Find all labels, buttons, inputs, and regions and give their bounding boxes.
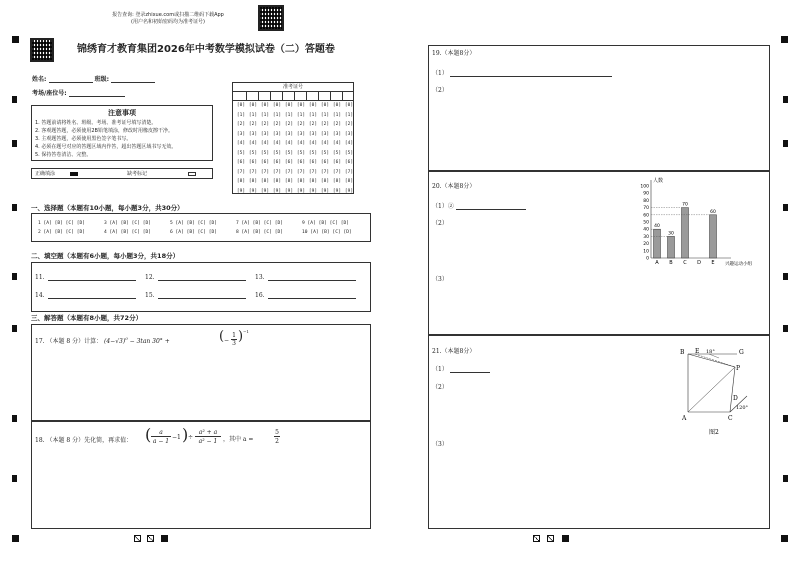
mc-question[interactable]: 7 [A] [B] [C] [D] xyxy=(236,221,284,226)
exam-id-bubble[interactable]: [8] xyxy=(272,179,282,184)
corner-mark-tl xyxy=(12,36,19,43)
fill-blank-number: 14. xyxy=(35,292,45,299)
exam-id-bubble[interactable]: [1] xyxy=(248,112,258,118)
q17-frac-sign: − xyxy=(224,337,230,344)
x-tick-label: E xyxy=(711,260,715,266)
exam-id-bubble[interactable]: [8] xyxy=(236,179,246,184)
exam-id-bubble[interactable]: [5] xyxy=(236,150,246,156)
exam-id-bubble[interactable]: [0] xyxy=(272,103,282,108)
exam-id-bubble[interactable]: [3] xyxy=(260,131,270,137)
q21-answer-line[interactable] xyxy=(450,372,490,373)
exam-id-bubble[interactable]: [8] xyxy=(248,179,258,184)
q21-part1-label: （1） xyxy=(432,366,448,373)
missing-mark-box[interactable] xyxy=(188,172,196,176)
exam-id-bubble[interactable]: [3] xyxy=(284,131,294,137)
mc-question[interactable]: 2 [A] [B] [C] [D] xyxy=(38,230,86,235)
exam-id-bubble[interactable]: [8] xyxy=(284,179,294,184)
exam-id-bubble[interactable]: [3] xyxy=(332,131,342,137)
exam-id-bubble[interactable]: [3] xyxy=(320,131,330,137)
class-field[interactable] xyxy=(111,82,155,83)
exam-id-column xyxy=(295,101,307,196)
exam-id-bubble[interactable]: [7] xyxy=(272,169,282,175)
fill-blank-line[interactable] xyxy=(158,298,246,299)
student-info xyxy=(32,74,155,83)
page-mark xyxy=(547,535,554,542)
name-field[interactable] xyxy=(49,82,93,83)
exam-id-bubble[interactable]: [7] xyxy=(248,169,258,175)
q20-part2: （2） xyxy=(432,220,448,227)
exam-id-bubble[interactable]: [9] xyxy=(284,188,294,194)
side-mark xyxy=(12,273,17,280)
exam-id-bubble[interactable]: [4] xyxy=(332,141,342,146)
exam-id-bubble[interactable]: [6] xyxy=(344,160,354,165)
exam-id-column xyxy=(271,101,283,196)
missing-mark-label: 缺考标记 xyxy=(127,171,148,177)
exam-id-bubble[interactable]: [8] xyxy=(344,179,354,184)
fill-blank-number: 13. xyxy=(255,274,265,281)
corner-mark-tr xyxy=(781,36,788,43)
q17-expr-b: − 3tan 30° + xyxy=(129,338,170,345)
q19-box[interactable] xyxy=(428,45,770,171)
x-axis-label: 兴趣运动小组 xyxy=(725,262,752,267)
notes-item: 3. 主观题答题，必须使用黑色签字笔书写。 xyxy=(35,136,132,142)
bar-value-label: 60 xyxy=(710,209,716,215)
notice-line-2: (用户名和初始密码均为准考证号) xyxy=(131,19,205,25)
q18-minus1: −1 xyxy=(172,434,181,441)
exam-id-bubble[interactable]: [9] xyxy=(332,188,342,194)
notes-item: 1. 答题前请将姓名、班级、考场、准考证号填写清楚。 xyxy=(35,120,157,126)
bar-value-label: 30 xyxy=(668,231,674,237)
side-mark xyxy=(12,204,17,211)
exam-id-bubble[interactable]: [5] xyxy=(272,150,282,156)
y-tick-label: 30 xyxy=(643,234,649,240)
exam-id-bubble[interactable]: [5] xyxy=(284,150,294,156)
exam-id-bubble[interactable]: [4] xyxy=(272,141,282,146)
bar xyxy=(668,236,675,258)
exam-id-bubble[interactable]: [4] xyxy=(296,141,306,146)
mc-question[interactable]: 4 [A] [B] [C] [D] xyxy=(104,230,152,235)
exam-id-bubble[interactable]: [4] xyxy=(320,141,330,146)
name-label: 姓名: xyxy=(32,76,47,83)
mc-question[interactable]: 3 [A] [B] [C] [D] xyxy=(104,221,152,226)
q18-a-den: 2 xyxy=(275,438,279,445)
q18-f1-den: a − 1 xyxy=(152,438,170,445)
exam-id-column xyxy=(259,101,271,196)
notes-item: 5. 保持答卷清洁、完整。 xyxy=(35,152,92,158)
q20-box[interactable] xyxy=(428,171,770,335)
q18-div: ÷ xyxy=(188,434,194,441)
exam-id-bubble[interactable]: [1] xyxy=(332,112,342,118)
exam-id-bubble[interactable]: [6] xyxy=(248,160,258,165)
page-mark xyxy=(147,535,154,542)
fill-blank-line[interactable] xyxy=(268,280,356,281)
exam-id-bubble[interactable]: [7] xyxy=(320,169,330,175)
exam-id-bubble[interactable]: [2] xyxy=(248,122,258,127)
corner-mark-br xyxy=(781,535,788,542)
fig-label-c: C xyxy=(728,415,733,422)
exam-id-bubble[interactable]: [4] xyxy=(308,141,318,146)
x-tick-label: D xyxy=(697,260,701,266)
exam-id-bubble[interactable]: [1] xyxy=(344,112,354,118)
exam-id-bubble[interactable]: [1] xyxy=(308,112,318,118)
y-tick-label: 50 xyxy=(643,220,649,226)
exam-id-bubble[interactable]: [0] xyxy=(284,103,294,108)
exam-id-bubble[interactable]: [6] xyxy=(332,160,342,165)
exam-id-bubble[interactable]: [8] xyxy=(320,179,330,184)
fill-blank-line[interactable] xyxy=(158,280,246,281)
exam-id-bubble[interactable]: [9] xyxy=(344,188,354,194)
mc-question[interactable]: 5 [A] [B] [C] [D] xyxy=(170,221,218,226)
exam-id-bubble[interactable]: [3] xyxy=(344,131,354,137)
exam-id-bubble[interactable]: [6] xyxy=(260,160,270,165)
corner-mark-bl xyxy=(12,535,19,542)
y-tick-label: 10 xyxy=(643,249,649,255)
exam-id-bubble[interactable]: [8] xyxy=(260,179,270,184)
q17-expr-a: (4−√3) xyxy=(104,338,126,345)
q18-where: ，其中 a = xyxy=(223,436,254,443)
exam-id-bubble[interactable]: [7] xyxy=(332,169,342,175)
exam-id-bubble[interactable]: [2] xyxy=(284,122,294,127)
q17-frac-den: 3 xyxy=(232,340,236,347)
fig-label-a: A xyxy=(682,415,687,422)
exam-id-bubble[interactable]: [1] xyxy=(320,112,330,118)
q17-exp-neg1: −1 xyxy=(243,329,249,334)
q19-answer-line[interactable] xyxy=(450,76,612,77)
room-label: 考场/座位号: xyxy=(32,90,67,97)
q17-frac-num: 1 xyxy=(232,332,236,339)
exam-id-column xyxy=(247,101,259,196)
q19-title: 19.（本题8分） xyxy=(432,50,476,57)
y-tick-label: 0 xyxy=(646,256,649,262)
mc-question[interactable]: 10 [A] [B] [C] [D] xyxy=(302,230,352,235)
section1-title: 一、选择题（本题有10小题，每小题3分，共30分） xyxy=(31,204,184,212)
correct-fill-label: 正确填涂 xyxy=(35,171,56,177)
q20-answer-line[interactable] xyxy=(456,209,526,210)
exam-id-bubble[interactable]: [4] xyxy=(248,141,258,146)
bar xyxy=(654,229,661,258)
fill-blank-item xyxy=(35,274,136,281)
exam-id-bubble[interactable]: [7] xyxy=(344,169,354,175)
exam-id-grid xyxy=(232,82,354,194)
fill-blank-number: 11. xyxy=(35,274,45,281)
fig-label-g: G xyxy=(739,349,744,356)
exam-id-bubble[interactable]: [0] xyxy=(344,103,354,108)
mc-question[interactable]: 8 [A] [B] [C] [D] xyxy=(236,230,284,235)
exam-id-bubble[interactable]: [6] xyxy=(320,160,330,165)
y-axis-label: 人数 xyxy=(653,178,664,184)
fill-blank-item xyxy=(35,292,136,299)
exam-id-bubble[interactable]: [2] xyxy=(308,122,318,127)
bar xyxy=(682,208,689,258)
q21-box[interactable] xyxy=(428,335,770,529)
y-tick-label: 20 xyxy=(643,242,649,248)
fill-blank-line[interactable] xyxy=(268,298,356,299)
exam-id-bubble[interactable]: [0] xyxy=(236,103,246,108)
exam-id-bubble[interactable]: [6] xyxy=(308,160,318,165)
page-mark xyxy=(134,535,141,542)
fig-label-p: P xyxy=(736,365,741,372)
q19-part1 xyxy=(432,70,612,77)
fig-angle-bottom: 120° xyxy=(736,405,749,411)
bar-chart xyxy=(625,176,775,268)
side-mark xyxy=(12,325,17,332)
exam-id-bubble[interactable]: [7] xyxy=(308,169,318,175)
bar-value-label: 70 xyxy=(682,202,688,208)
exam-id-bubble[interactable]: [1] xyxy=(260,112,270,118)
exam-id-bubble[interactable]: [1] xyxy=(296,112,306,118)
fig-label-b: B xyxy=(680,349,685,356)
q18-a-num: 5 xyxy=(275,429,279,436)
exam-id-bubble[interactable]: [6] xyxy=(236,160,246,165)
exam-id-bubble[interactable]: [9] xyxy=(236,188,246,194)
fill-blank-number: 12. xyxy=(145,274,155,281)
q18-f2-den: a² − 1 xyxy=(198,438,218,445)
side-mark xyxy=(783,273,788,280)
y-tick-label: 40 xyxy=(643,227,649,233)
exam-id-bubble[interactable]: [8] xyxy=(296,179,306,184)
fig-caption: 图2 xyxy=(709,429,719,436)
fill-blank-line[interactable] xyxy=(48,280,136,281)
exam-id-bubble[interactable]: [3] xyxy=(296,131,306,137)
exam-id-bubble[interactable]: [0] xyxy=(308,103,318,108)
exam-id-bubble[interactable]: [2] xyxy=(320,122,330,127)
side-mark xyxy=(12,475,17,482)
exam-id-bubble[interactable]: [9] xyxy=(308,188,318,194)
fill-blank-number: 15. xyxy=(145,292,155,299)
student-qr-code xyxy=(30,38,54,62)
x-tick-label: B xyxy=(669,260,673,266)
q19-part1-label: （1） xyxy=(432,70,448,77)
exam-id-bubble[interactable]: [6] xyxy=(272,160,282,165)
exam-id-bubble[interactable]: [3] xyxy=(248,131,258,137)
side-mark xyxy=(783,96,788,103)
q18-prefix: 18. （本题 8 分）先化简，再求值： xyxy=(35,437,133,444)
side-mark xyxy=(12,415,17,422)
exam-id-bubble[interactable]: [9] xyxy=(260,188,270,194)
y-tick-label: 70 xyxy=(643,206,649,212)
side-mark xyxy=(783,140,788,147)
room-field[interactable] xyxy=(69,96,125,97)
exam-id-bubble[interactable]: [7] xyxy=(260,169,270,175)
q20-part1-label: （1）② xyxy=(432,203,454,210)
exam-id-column xyxy=(307,101,319,196)
page-mark xyxy=(562,535,569,542)
q17-text xyxy=(35,336,170,345)
exam-id-bubble[interactable]: [5] xyxy=(320,150,330,156)
side-mark xyxy=(783,475,788,482)
fill-blank-line[interactable] xyxy=(48,298,136,299)
page-mark xyxy=(533,535,540,542)
q21-part1 xyxy=(432,366,490,373)
exam-id-bubble[interactable]: [0] xyxy=(260,103,270,108)
exam-id-bubble[interactable]: [5] xyxy=(248,150,258,156)
fig-label-d: D xyxy=(733,395,738,402)
exam-id-column xyxy=(343,101,355,196)
exam-id-bubble[interactable]: [4] xyxy=(344,141,354,146)
notes-box xyxy=(31,105,213,161)
y-tick-label: 60 xyxy=(643,213,649,219)
notes-title: 注意事项 xyxy=(108,109,136,117)
mc-question[interactable]: 1 [A] [B] [C] [D] xyxy=(38,221,86,226)
exam-id-bubble[interactable]: [3] xyxy=(272,131,282,137)
exam-id-bubble[interactable]: [5] xyxy=(332,150,342,156)
exam-id-bubble[interactable]: [6] xyxy=(284,160,294,165)
side-mark xyxy=(12,140,17,147)
app-qr-code xyxy=(258,5,284,31)
exam-id-bubble[interactable]: [5] xyxy=(308,150,318,156)
exam-id-bubble[interactable]: [2] xyxy=(260,122,270,127)
exam-id-bubble[interactable]: [1] xyxy=(236,112,246,118)
fig-angle-top: 18° xyxy=(706,349,715,355)
q17-box[interactable]: 17. （本题 8 分）计算： $(4-√3)^0 - 3\tan$ 30° + ( − 1 3 ) −1 xyxy=(31,324,371,421)
exam-id-bubble[interactable]: [9] xyxy=(296,188,306,194)
section3-title: 三、解答题（本题有8小题，共72分） xyxy=(31,314,143,322)
q18-box[interactable]: 18. （本题 8 分）先化简，再求值： ( a a − 1 −1 ) ÷ a² + a a² − 1 ，其中 a = 5 2 xyxy=(31,421,371,529)
exam-id-bubble[interactable]: [1] xyxy=(272,112,282,118)
exam-id-bubble[interactable]: [3] xyxy=(308,131,318,137)
fill-legend xyxy=(31,168,213,179)
geometry-figure xyxy=(679,342,769,438)
y-tick-label: 100 xyxy=(640,184,649,190)
side-mark xyxy=(783,325,788,332)
exam-id-bubble[interactable]: [8] xyxy=(332,179,342,184)
notes-list xyxy=(35,119,212,159)
q21-title: 21.（本题8分） xyxy=(432,348,476,355)
exam-id-bubble[interactable]: [2] xyxy=(272,122,282,127)
exam-id-bubble[interactable]: [4] xyxy=(260,141,270,146)
exam-id-column xyxy=(331,101,343,196)
fill-blank-number: 16. xyxy=(255,292,265,299)
q18-f1-num: a xyxy=(151,429,171,437)
exam-id-bubble[interactable]: [9] xyxy=(248,188,258,194)
side-mark xyxy=(783,415,788,422)
side-mark xyxy=(12,96,17,103)
fill-blank-item xyxy=(145,292,246,299)
exam-id-bubble[interactable]: [6] xyxy=(296,160,306,165)
section1-box xyxy=(31,213,371,242)
mc-question[interactable]: 6 [A] [B] [C] [D] xyxy=(170,230,218,235)
exam-id-bubble[interactable]: [3] xyxy=(236,131,246,137)
exam-id-bubble[interactable]: [5] xyxy=(296,150,306,156)
section2-box xyxy=(31,262,371,312)
exam-id-column xyxy=(235,101,247,196)
q18-f2-num: a² + a xyxy=(195,429,221,437)
exam-id-bubble[interactable]: [0] xyxy=(332,103,342,108)
correct-fill-sample xyxy=(70,172,78,176)
page-title: 锦绣育才教育集团2026年中考数学模拟试卷（二）答题卷 xyxy=(77,44,335,55)
exam-id-bubble[interactable]: [1] xyxy=(284,112,294,118)
y-tick-label: 90 xyxy=(643,191,649,197)
y-tick-label: 80 xyxy=(643,198,649,204)
exam-id-bubble[interactable]: [2] xyxy=(236,122,246,127)
exam-id-column xyxy=(319,101,331,196)
q20-part1 xyxy=(432,203,526,210)
exam-id-bubble[interactable]: [0] xyxy=(320,103,330,108)
exam-id-bubble[interactable]: [5] xyxy=(344,150,354,156)
fill-blank-item xyxy=(255,274,356,281)
q20-title: 20.（本题8分） xyxy=(432,183,476,190)
notes-item: 4. 必须在题号对应的答题区域内作答，超出答题区域书写无效。 xyxy=(35,144,177,150)
class-label: 班级: xyxy=(94,76,109,83)
q17-exp0: 0 xyxy=(125,336,128,341)
notes-item: 2. 客观题答题，必须使用2B铅笔填涂，修改时用橡皮擦干净。 xyxy=(35,128,173,134)
exam-id-bubble[interactable]: [2] xyxy=(344,122,354,127)
q19-part2: （2） xyxy=(432,87,448,94)
fill-blank-item xyxy=(145,274,246,281)
exam-id-bubble[interactable]: [8] xyxy=(308,179,318,184)
exam-id-bubble[interactable]: [7] xyxy=(284,169,294,175)
bar xyxy=(710,215,717,258)
fig-label-e: E xyxy=(695,348,700,355)
exam-id-bubble[interactable]: [4] xyxy=(284,141,294,146)
exam-id-bubble[interactable]: [2] xyxy=(332,122,342,127)
exam-id-bubble[interactable]: [7] xyxy=(296,169,306,175)
exam-id-bubble[interactable]: [4] xyxy=(236,141,246,146)
exam-id-title: 准考证号 xyxy=(233,83,353,92)
exam-id-bubble[interactable]: [9] xyxy=(272,188,282,194)
exam-id-bubble[interactable]: [0] xyxy=(248,103,258,108)
room-info xyxy=(32,88,125,97)
q17-prefix: 17. （本题 8 分）计算： xyxy=(35,338,103,345)
notice-line-1: 报告查询: 登录zhixue.com或扫描二维码下载App xyxy=(112,12,224,18)
mc-question[interactable]: 9 [A] [B] [C] [D] xyxy=(302,221,350,226)
exam-id-bubble[interactable]: [2] xyxy=(296,122,306,127)
q21-part2: （2） xyxy=(432,384,448,391)
bar-value-label: 40 xyxy=(654,224,660,230)
page-mark xyxy=(161,535,168,542)
exam-id-bubble[interactable]: [0] xyxy=(296,103,306,108)
exam-id-column xyxy=(283,101,295,196)
fill-blank-item xyxy=(255,292,356,299)
exam-id-bubble[interactable]: [5] xyxy=(260,150,270,156)
x-tick-label: C xyxy=(683,260,687,266)
exam-id-bubble[interactable]: [9] xyxy=(320,188,330,194)
section2-title: 二、填空题（本题有6小题，每小题3分，共18分） xyxy=(31,252,180,260)
x-tick-label: A xyxy=(655,260,659,266)
exam-id-bubble[interactable]: [7] xyxy=(236,169,246,175)
q21-part3: （3） xyxy=(432,441,448,448)
q20-part3: （3） xyxy=(432,276,448,283)
side-mark xyxy=(783,204,788,211)
